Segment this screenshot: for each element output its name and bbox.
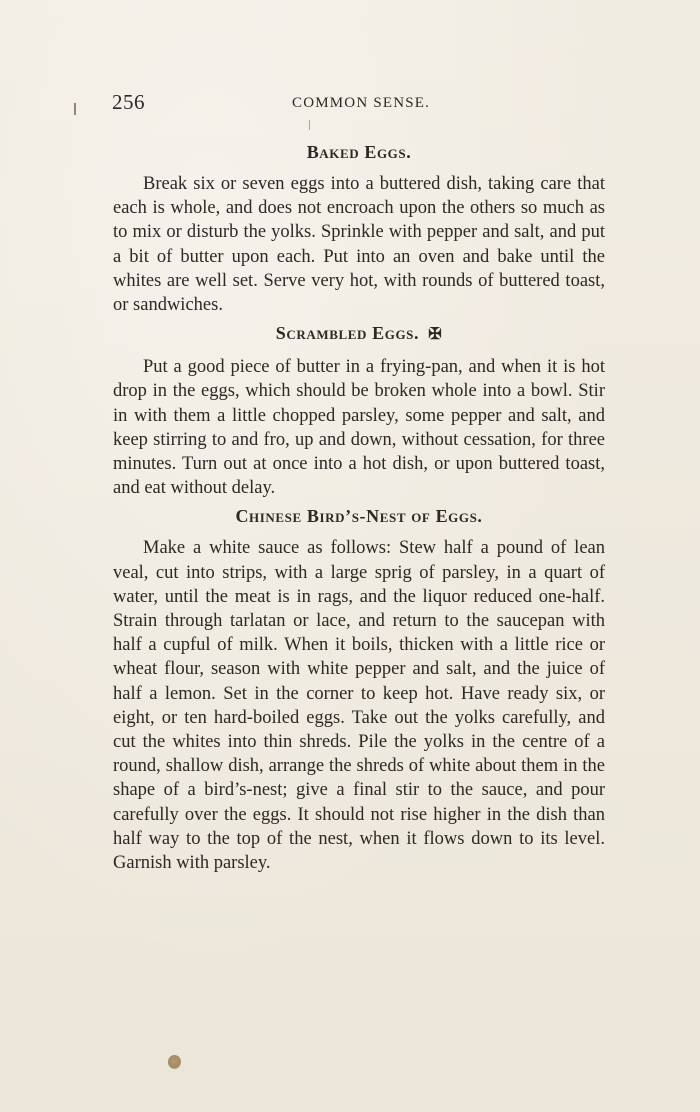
page-number: 256	[112, 90, 145, 114]
running-title: COMMON SENSE.	[292, 95, 431, 111]
recipe-title	[113, 504, 605, 528]
recipe-title-text: Scrambled Eggs.	[275, 323, 420, 344]
recipe-title-text: Baked Eggs.	[306, 142, 412, 162]
cross-mark-icon: ✠	[428, 326, 443, 344]
recipe-title	[113, 140, 605, 164]
recipe-body: Make a white sauce as follows: Stew half a pound of lean veal, cut into strips, with a large sprig of parsley, in a quart of water, until the meat is in rags, and the liquor reduced one-half. Strain through tarlatan or lace, and return to the saucepan with half a cupful of milk. When it boils, thicken with a little rice or wheat flour, season with white pepper and salt, and the juice of half a lemon. Set in the corner to keep hot. Have ready six, or eight, or ten hard-boiled eggs. Take out the yolks carefully, and cut the whites into thin shreds. Pile the yolks in the centre of a round, shallow dish, arrange the shreds of white about them in the shape of a bird’s-nest; give a final stir to the sauce, and pour carefully over the eggs. It should not rise higher in the dish than half way to the top of the nest, when it flows down to its level. Garnish with parsley.	[113, 538, 605, 874]
paper-stain	[168, 1055, 181, 1069]
page-text	[113, 140, 605, 879]
recipe-title	[113, 321, 605, 347]
recipe-title-text: Chinese Bird’s-Nest of Eggs.	[235, 506, 483, 527]
ink-mark	[74, 103, 76, 115]
recipe-body: Put a good piece of butter in a frying-pan, and when it is hot drop in the eggs, which should be broken whole into a bowl. Stir in with them a little chopped parsley, some pepper and salt, and keep stirring to and fro, up and down, without cessation, for three minutes. Turn out at once into a hot dish, or upon buttered toast, and eat without delay.	[113, 357, 605, 499]
recipe-body: Break six or seven eggs into a buttered dish, taking care that each is whole, and does not encroach upon the others so much as to mix or disturb the yolks. Sprinkle with pepper and salt, and put a bit of butter upon each. Put into an oven and bake until the whites are well set. Serve very hot, with rounds of buttered toast, or sandwiches.	[113, 174, 605, 316]
ink-mark	[309, 120, 310, 130]
running-head	[112, 90, 606, 116]
